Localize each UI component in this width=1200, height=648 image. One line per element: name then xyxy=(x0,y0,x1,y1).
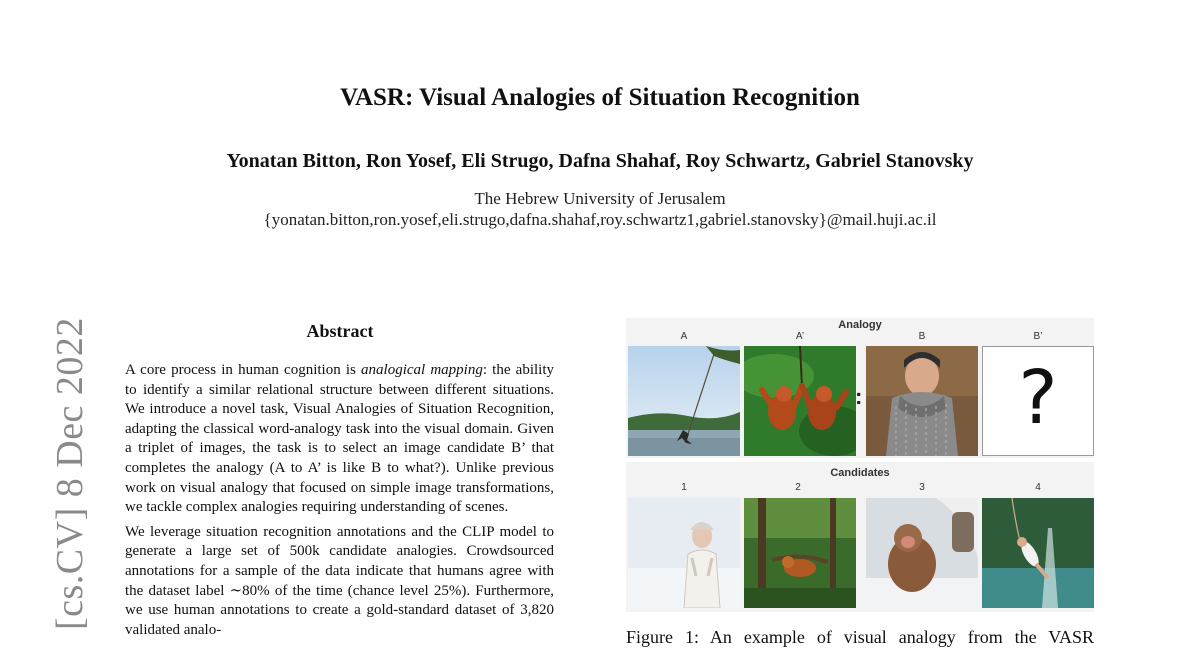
abstract-body xyxy=(125,361,554,645)
candidate-2-orangutan-jungle xyxy=(744,498,856,608)
candidate-label-2: 2 xyxy=(795,482,801,493)
candidate-3-snow-monkey xyxy=(866,498,978,608)
analogy-colon: : xyxy=(855,384,863,409)
abstract-emphasis: analogical mapping xyxy=(361,362,483,378)
image-b-man-sweater xyxy=(866,346,978,456)
image-label-b-prime: B’ xyxy=(1033,331,1043,342)
missing-image-b-prime xyxy=(982,346,1094,456)
paper-title: VASR: Visual Analogies of Situation Recognition xyxy=(340,84,860,111)
image-label-a: A xyxy=(680,331,688,342)
affiliation: The Hebrew University of Jerusalem xyxy=(474,189,726,208)
figure-1 xyxy=(626,318,1094,612)
image-label-a-prime: A’ xyxy=(795,331,805,342)
abstract-text: : the ability to identify a similar relational structure between different situations. We introduce a novel task, Visual Analogies of Situation Recognition, adapting the classical word-analogy task into the visual domain. Given a triplet of images, the task is to select an image candidate B’ that completes the analogy (A to A’ is like B to what?). Unlike previous work on visual analogy that focused on simple image transformations, we tackle complex analogies requiring understanding of scenes. xyxy=(125,362,554,516)
candidates-title: Candidates xyxy=(830,467,890,479)
abstract-paragraph-2: We leverage situation recognition annotations and the CLIP model to generate a large set of 500k candidate analogies. Crowdsourced annotations for a sample of the data indicate that humans agree with the dataset label ∼80% of the time (chance level 25%). Furthermore, we use human annotations to create a gold-standard dataset of 3,820 validated analo- xyxy=(125,523,554,638)
abstract-text: A core process in human cognition is xyxy=(125,362,362,378)
candidate-label-1: 1 xyxy=(681,482,687,493)
candidate-label-3: 3 xyxy=(919,482,925,493)
image-a-prime-orangutans xyxy=(744,346,856,456)
image-a-rope-swing xyxy=(628,346,740,456)
arxiv-stamp: [cs.CV] 8 Dec 2022 xyxy=(49,317,91,630)
author-list: Yonatan Bitton, Ron Yosef, Eli Strugo, Dafna Shahaf, Roy Schwartz, Gabriel Stanovsky xyxy=(226,150,974,172)
abstract-heading: Abstract xyxy=(306,321,374,341)
figure-caption: Figure 1: An example of visual analogy from the VASR xyxy=(626,627,1094,647)
candidate-1-woman-snow xyxy=(628,498,740,608)
question-mark: ? xyxy=(1018,355,1058,441)
candidate-4-rope-waterfall xyxy=(982,498,1094,608)
analogy-title: Analogy xyxy=(838,319,882,331)
candidate-label-4: 4 xyxy=(1035,482,1041,493)
image-label-b: B xyxy=(918,331,926,342)
author-emails: {yonatan.bitton,ron.yosef,eli.strugo,dafna.shahaf,roy.schwartz1,gabriel.stanovsky}@mail.huji.ac.il xyxy=(263,210,937,229)
abstract-paragraph-1 xyxy=(125,361,554,518)
